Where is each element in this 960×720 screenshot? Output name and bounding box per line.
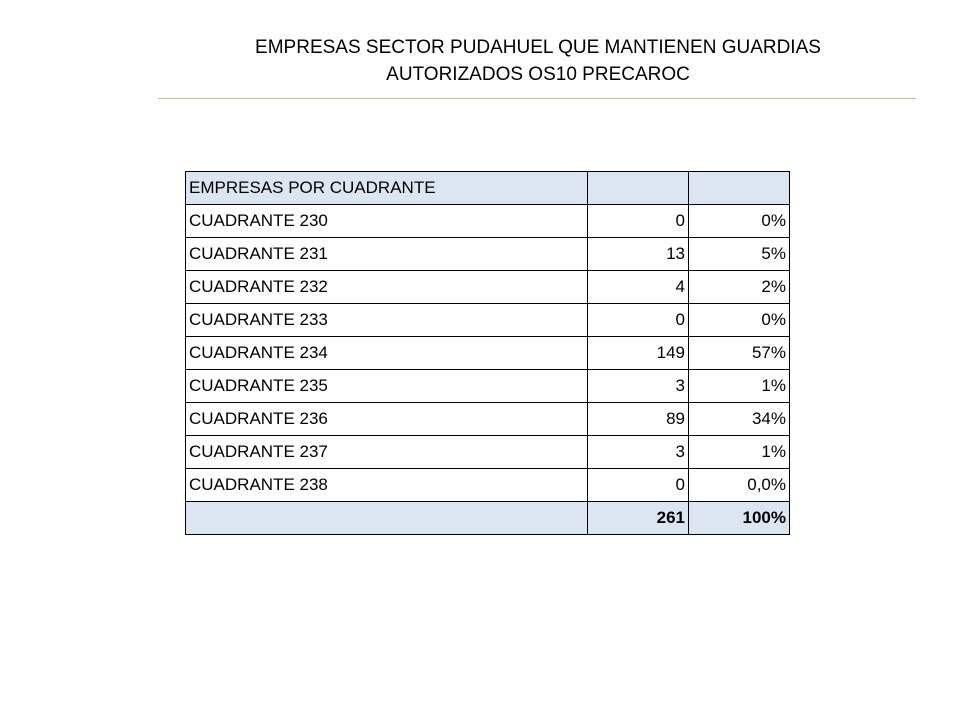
row-pct-cell: 0%	[689, 205, 790, 238]
row-count-cell: 13	[588, 238, 689, 271]
table-row	[186, 370, 790, 403]
row-count-cell: 4	[588, 271, 689, 304]
empresas-por-cuadrante-table	[185, 171, 790, 535]
row-pct-cell: 34%	[689, 403, 790, 436]
table-row	[186, 337, 790, 370]
table-row	[186, 205, 790, 238]
row-pct-cell: 0,0%	[689, 469, 790, 502]
row-label-cell: CUADRANTE 232	[186, 271, 588, 304]
row-pct-cell: 0%	[689, 304, 790, 337]
row-label-cell: CUADRANTE 236	[186, 403, 588, 436]
row-label-cell: CUADRANTE 231	[186, 238, 588, 271]
row-pct-cell: 57%	[689, 337, 790, 370]
table-header-row	[186, 172, 790, 205]
page-title	[160, 34, 916, 88]
row-count-cell: 0	[588, 205, 689, 238]
row-pct-cell: 1%	[689, 370, 790, 403]
table-row	[186, 238, 790, 271]
header-pct-cell	[689, 172, 790, 205]
table-row	[186, 436, 790, 469]
table-total-row	[186, 502, 790, 535]
title-line-1: EMPRESAS SECTOR PUDAHUEL QUE MANTIENEN GUARDIAS	[255, 37, 821, 58]
row-count-cell: 149	[588, 337, 689, 370]
row-count-cell: 89	[588, 403, 689, 436]
header-label-cell: EMPRESAS POR CUADRANTE	[186, 172, 588, 205]
row-label-cell: CUADRANTE 230	[186, 205, 588, 238]
total-pct-cell: 100%	[689, 502, 790, 535]
row-pct-cell: 5%	[689, 238, 790, 271]
row-count-cell: 3	[588, 436, 689, 469]
header-count-cell	[588, 172, 689, 205]
row-label-cell: CUADRANTE 234	[186, 337, 588, 370]
table-row	[186, 304, 790, 337]
row-count-cell: 0	[588, 469, 689, 502]
row-count-cell: 0	[588, 304, 689, 337]
row-pct-cell: 1%	[689, 436, 790, 469]
row-count-cell: 3	[588, 370, 689, 403]
title-divider	[158, 98, 916, 99]
table-row	[186, 403, 790, 436]
row-label-cell: CUADRANTE 238	[186, 469, 588, 502]
row-label-cell: CUADRANTE 233	[186, 304, 588, 337]
row-label-cell: CUADRANTE 235	[186, 370, 588, 403]
total-label-cell	[186, 502, 588, 535]
row-pct-cell: 2%	[689, 271, 790, 304]
row-label-cell: CUADRANTE 237	[186, 436, 588, 469]
title-line-2: AUTORIZADOS OS10 PRECAROC	[386, 64, 690, 85]
table-row	[186, 271, 790, 304]
total-count-cell: 261	[588, 502, 689, 535]
table-row	[186, 469, 790, 502]
